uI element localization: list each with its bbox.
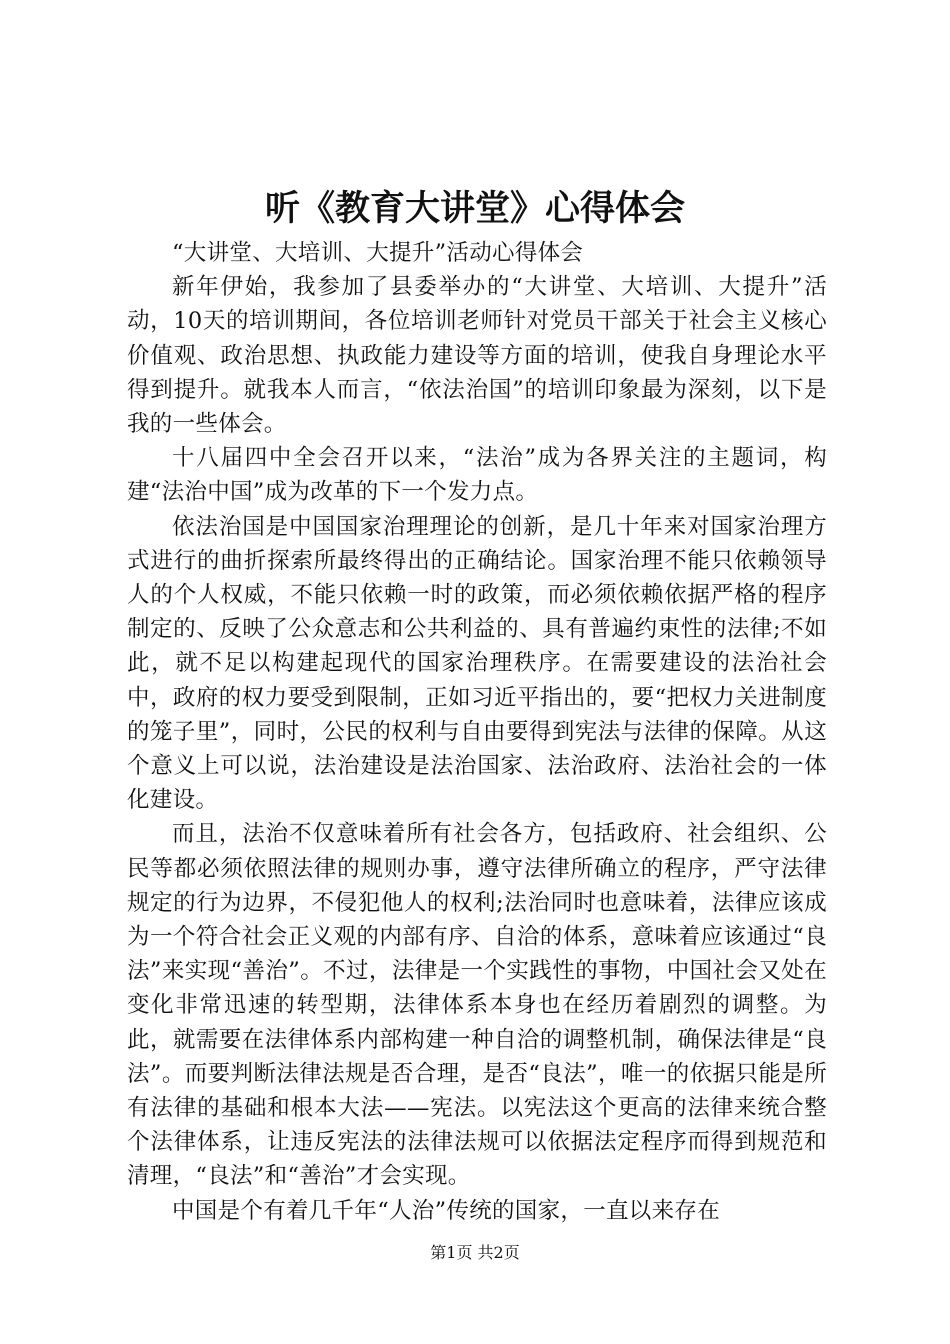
body-paragraph: 依法治国是中国国家治理理论的创新，是几十年来对国家治理方式进行的曲折探索所最终得出的正确结论。国家治理不能只依赖领导人的个人权威，不能只依赖一时的政策，而必须依赖依据严格的程序制定的、反映了公众意志和公共利益的、具有普遍约束性的法律;不如此，就不足以构建起现代的国家治理秩序。在需要建设的法治社会中，政府的权力要受到限制，正如习近平指出的，要“把权力关进制度的笼子里”，同时，公民的权利与自由要得到宪法与法律的保障。从这个意义上可以说，法治建设是法治国家、法治政府、法治社会的一体化建设。 bbox=[127, 513, 827, 814]
document-body bbox=[127, 236, 827, 1228]
page-footer: 第1页 共2页 bbox=[430, 1243, 520, 1262]
subtitle-paragraph: “大讲堂、大培训、大提升”活动心得体会 bbox=[172, 240, 584, 266]
body-paragraph: 中国是个有着几千年“人治”传统的国家，一直以来存在 bbox=[172, 1197, 721, 1224]
document-title: 听《教育大讲堂》心得体会 bbox=[264, 189, 685, 229]
body-paragraph: 而且，法治不仅意味着所有社会各方，包括政府、社会组织、公民等都必须依照法律的规则办事，遵守法律所确立的程序，严守法律规定的行为边界，不侵犯他人的权利;法治同时也意味着，法律应该成为一个符合社会正义观的内部有序、自洽的体系，意味着应该通过“良法”来实现“善治”。不过，法律是一个实践性的事物，中国社会又处在变化非常迅速的转型期，法律体系本身也在经历着剧烈的调整。为此，就需要在法律体系内部构建一种自洽的调整机制，确保法律是“良法”。而要判断法律法规是否合理，是否“良法”，唯一的依据只能是所有法律的基础和根本大法——宪法。以宪法这个更高的法律来统合整个法律体系，让违反宪法的法律法规可以依据法定程序而得到规范和清理，“良法”和“善治”才会实现。 bbox=[127, 821, 827, 1190]
body-paragraph: 新年伊始，我参加了县委举办的“大讲堂、大培训、大提升”活动，10天的培训期间，各位培训老师针对党员干部关于社会主义核心价值观、政治思想、执政能力建设等方面的培训，使我自身理论水平得到提升。就我本人而言，“依法治国”的培训印象最为深刻，以下是我的一些体会。 bbox=[127, 274, 827, 438]
body-paragraph: 十八届四中全会召开以来，“法治”成为各界关注的主题词，构建“法治中国”成为改革的下一个发力点。 bbox=[127, 445, 827, 506]
